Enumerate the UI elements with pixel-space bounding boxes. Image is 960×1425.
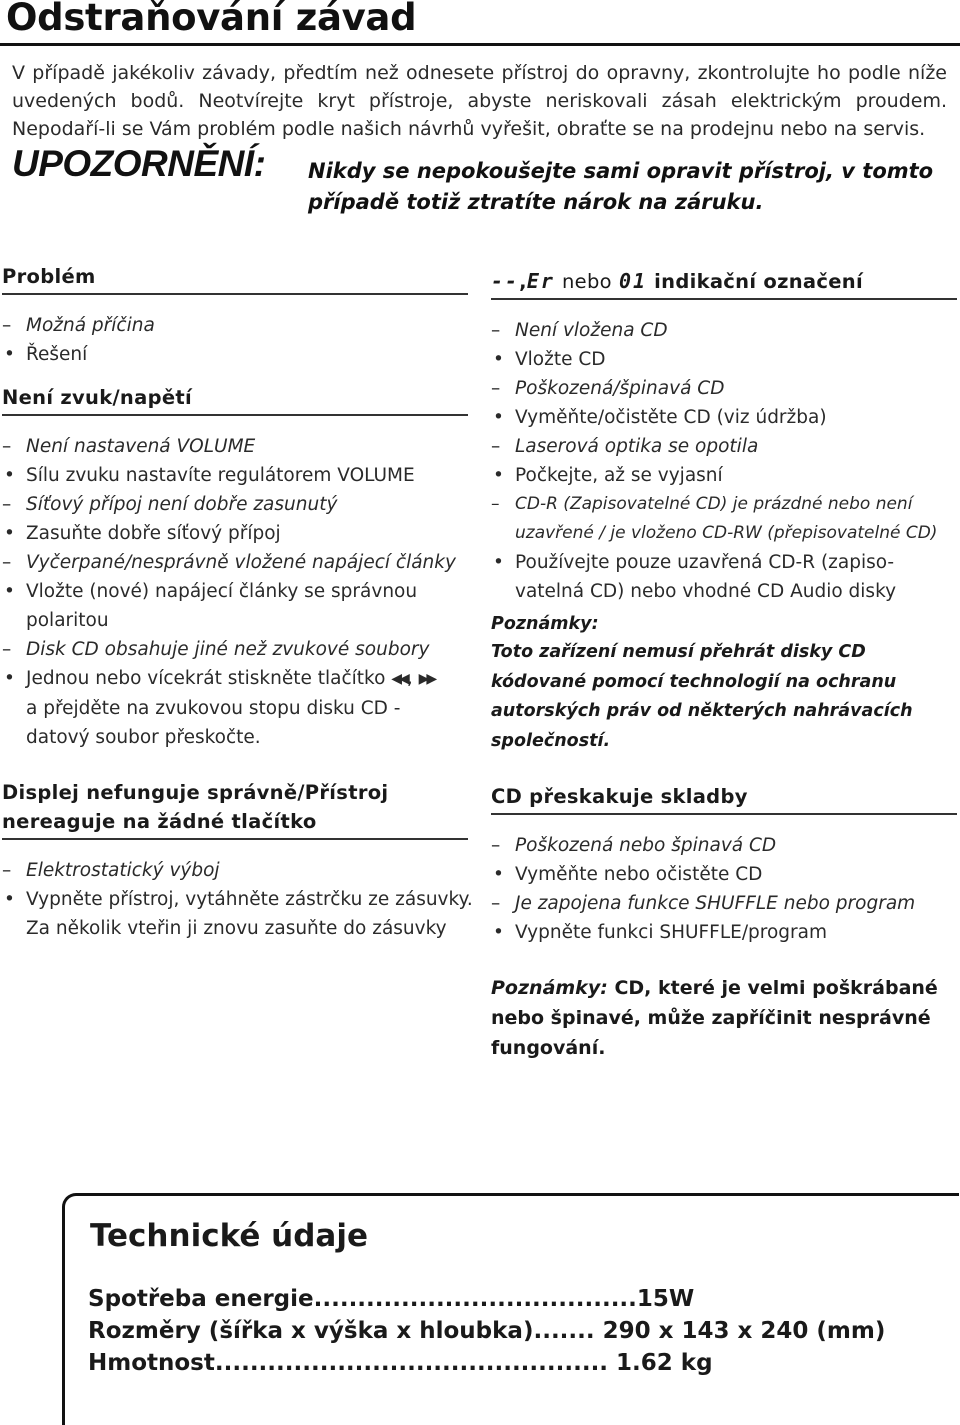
- no-sound-heading: Není zvuk/napětí: [2, 386, 192, 409]
- section-rule: [2, 293, 468, 295]
- list-item: uzavřené / je vloženo CD-RW (přepisovatelné CD): [515, 523, 938, 543]
- separator: ,: [519, 270, 527, 293]
- legend-solution: • Řešení: [2, 340, 468, 369]
- skip-note: [491, 973, 957, 1003]
- section-rule: [491, 813, 957, 815]
- next-track-icon: ▶▶: [418, 671, 435, 687]
- indicator-label: indikační označení: [654, 270, 863, 293]
- spec-dimensions: Rozměry (šířka x výška x hloubka)....... 290 x 143 x 240 (mm): [88, 1318, 886, 1344]
- list-item: – Není vložena CD: [491, 316, 957, 345]
- note-text: CD, které je velmi poškrábané: [614, 977, 938, 999]
- list-item: – Je zapojena funkce SHUFFLE nebo program: [491, 889, 957, 918]
- list-item: • Vložte (nové) napájecí články se správnou: [2, 577, 468, 606]
- list-item: – Vyčerpané/nesprávně vložené napájecí články: [2, 548, 468, 577]
- warning-label: UPOZORNĚNÍ:: [12, 143, 266, 184]
- separator: ,: [406, 668, 413, 689]
- note-heading: Poznámky:: [491, 614, 599, 634]
- list-item: datový soubor přeskočte.: [26, 727, 261, 748]
- section-rule: [2, 838, 468, 840]
- list-item: vatelná CD) nebo vhodné CD Audio disky: [515, 581, 897, 602]
- specs-list: [88, 1283, 948, 1379]
- section-rule: [491, 298, 957, 300]
- note-text: Toto zařízení nemusí přehrát disky CD: [491, 642, 866, 662]
- list-item: • Počkejte, až se vyjasní: [491, 461, 957, 490]
- list-item: • Vložte CD: [491, 345, 957, 374]
- list-item: • Vyměňte nebo očistěte CD: [491, 860, 957, 889]
- note-text: fungování.: [491, 1037, 606, 1059]
- list-item: – Není nastavená VOLUME: [2, 432, 468, 461]
- list-item: • Zasuňte dobře síťový přípoj: [2, 519, 468, 548]
- display-heading-cont: nereaguje na žádné tlačítko: [2, 810, 317, 833]
- note-text: autorských práv od některých nahrávacích: [491, 701, 913, 721]
- list-item: – Poškozená/špinavá CD: [491, 374, 957, 403]
- legend-heading: Problém: [2, 265, 96, 288]
- intro-paragraph: V případě jakékoliv závady, předtím než odnesete přístroj do opravny, zkontrolujte ho podle níže uvedených bodů. Neotvírejte kryt přístroje, abyste neriskovali zásah elektrickým proudem. Nepodaří-li se Vám problém podle našich návrhů vyřešit, obraťte se na prodejnu nebo na servis.: [12, 62, 947, 140]
- legend-cause: – Možná příčina: [2, 311, 468, 340]
- list-item-text: Jednou nebo vícekrát stiskněte tlačítko: [26, 668, 386, 689]
- note-text: společností.: [491, 730, 611, 751]
- right-column: [491, 267, 957, 1063]
- section-rule: [2, 414, 468, 416]
- note-text: kódované pomocí technologií na ochranu: [491, 671, 897, 692]
- list-item: – Síťový přípoj není dobře zasunutý: [2, 490, 468, 519]
- lcd-code: --: [491, 269, 520, 293]
- left-column: [2, 262, 473, 943]
- note-heading: Poznámky:: [491, 977, 608, 999]
- previous-track-icon: ◀◀: [391, 671, 407, 687]
- list-item: • Vypněte funkci SHUFFLE/program: [491, 918, 957, 947]
- title-rule: [0, 43, 960, 46]
- page-title: Odstraňování závad: [6, 0, 417, 39]
- warning-text: Nikdy se nepokoušejte sami opravit přístroj, v tomto případě totiž ztratíte nárok na záruku.: [308, 159, 934, 214]
- list-item: • Vypněte přístroj, vytáhněte zástrčku ze zásuvky.: [2, 885, 468, 914]
- specs-title: Technické údaje: [90, 1218, 369, 1254]
- skip-heading: CD přeskakuje skladby: [491, 785, 748, 808]
- indicator-heading: [491, 267, 957, 296]
- list-item: – CD-R (Zapisovatelné CD) je prázdné nebo není: [491, 490, 957, 519]
- list-item: polaritou: [26, 610, 109, 631]
- lcd-code: Er: [526, 269, 555, 293]
- list-item: [2, 664, 468, 694]
- lcd-code: 01: [618, 269, 648, 293]
- list-item: – Elektrostatický výboj: [2, 856, 468, 885]
- list-item: – Poškozená nebo špinavá CD: [491, 831, 957, 860]
- list-item: • Používejte pouze uzavřená CD-R (zapiso-: [491, 548, 957, 577]
- note-text: nebo špinavé, může zapříčinit nesprávné: [491, 1007, 931, 1029]
- list-item: – Laserová optika se opotila: [491, 432, 957, 461]
- list-item: • Sílu zvuku nastavíte regulátorem VOLUME: [2, 461, 468, 490]
- spec-weight: Hmotnost............................................. 1.62 kg: [88, 1350, 713, 1376]
- or-text: nebo: [562, 270, 612, 293]
- list-item: Za několik vteřin ji znovu zasuňte do zásuvky: [26, 918, 447, 939]
- display-heading: Displej nefunguje správně/Přístroj: [2, 781, 389, 804]
- list-item: • Vyměňte/očistěte CD (viz údržba): [491, 403, 957, 432]
- spec-power: Spotřeba energie.....................................15W: [88, 1286, 695, 1312]
- list-item: – Disk CD obsahuje jiné než zvukové soubory: [2, 635, 468, 664]
- list-item: a přejděte na zvukovou stopu disku CD -: [26, 698, 401, 719]
